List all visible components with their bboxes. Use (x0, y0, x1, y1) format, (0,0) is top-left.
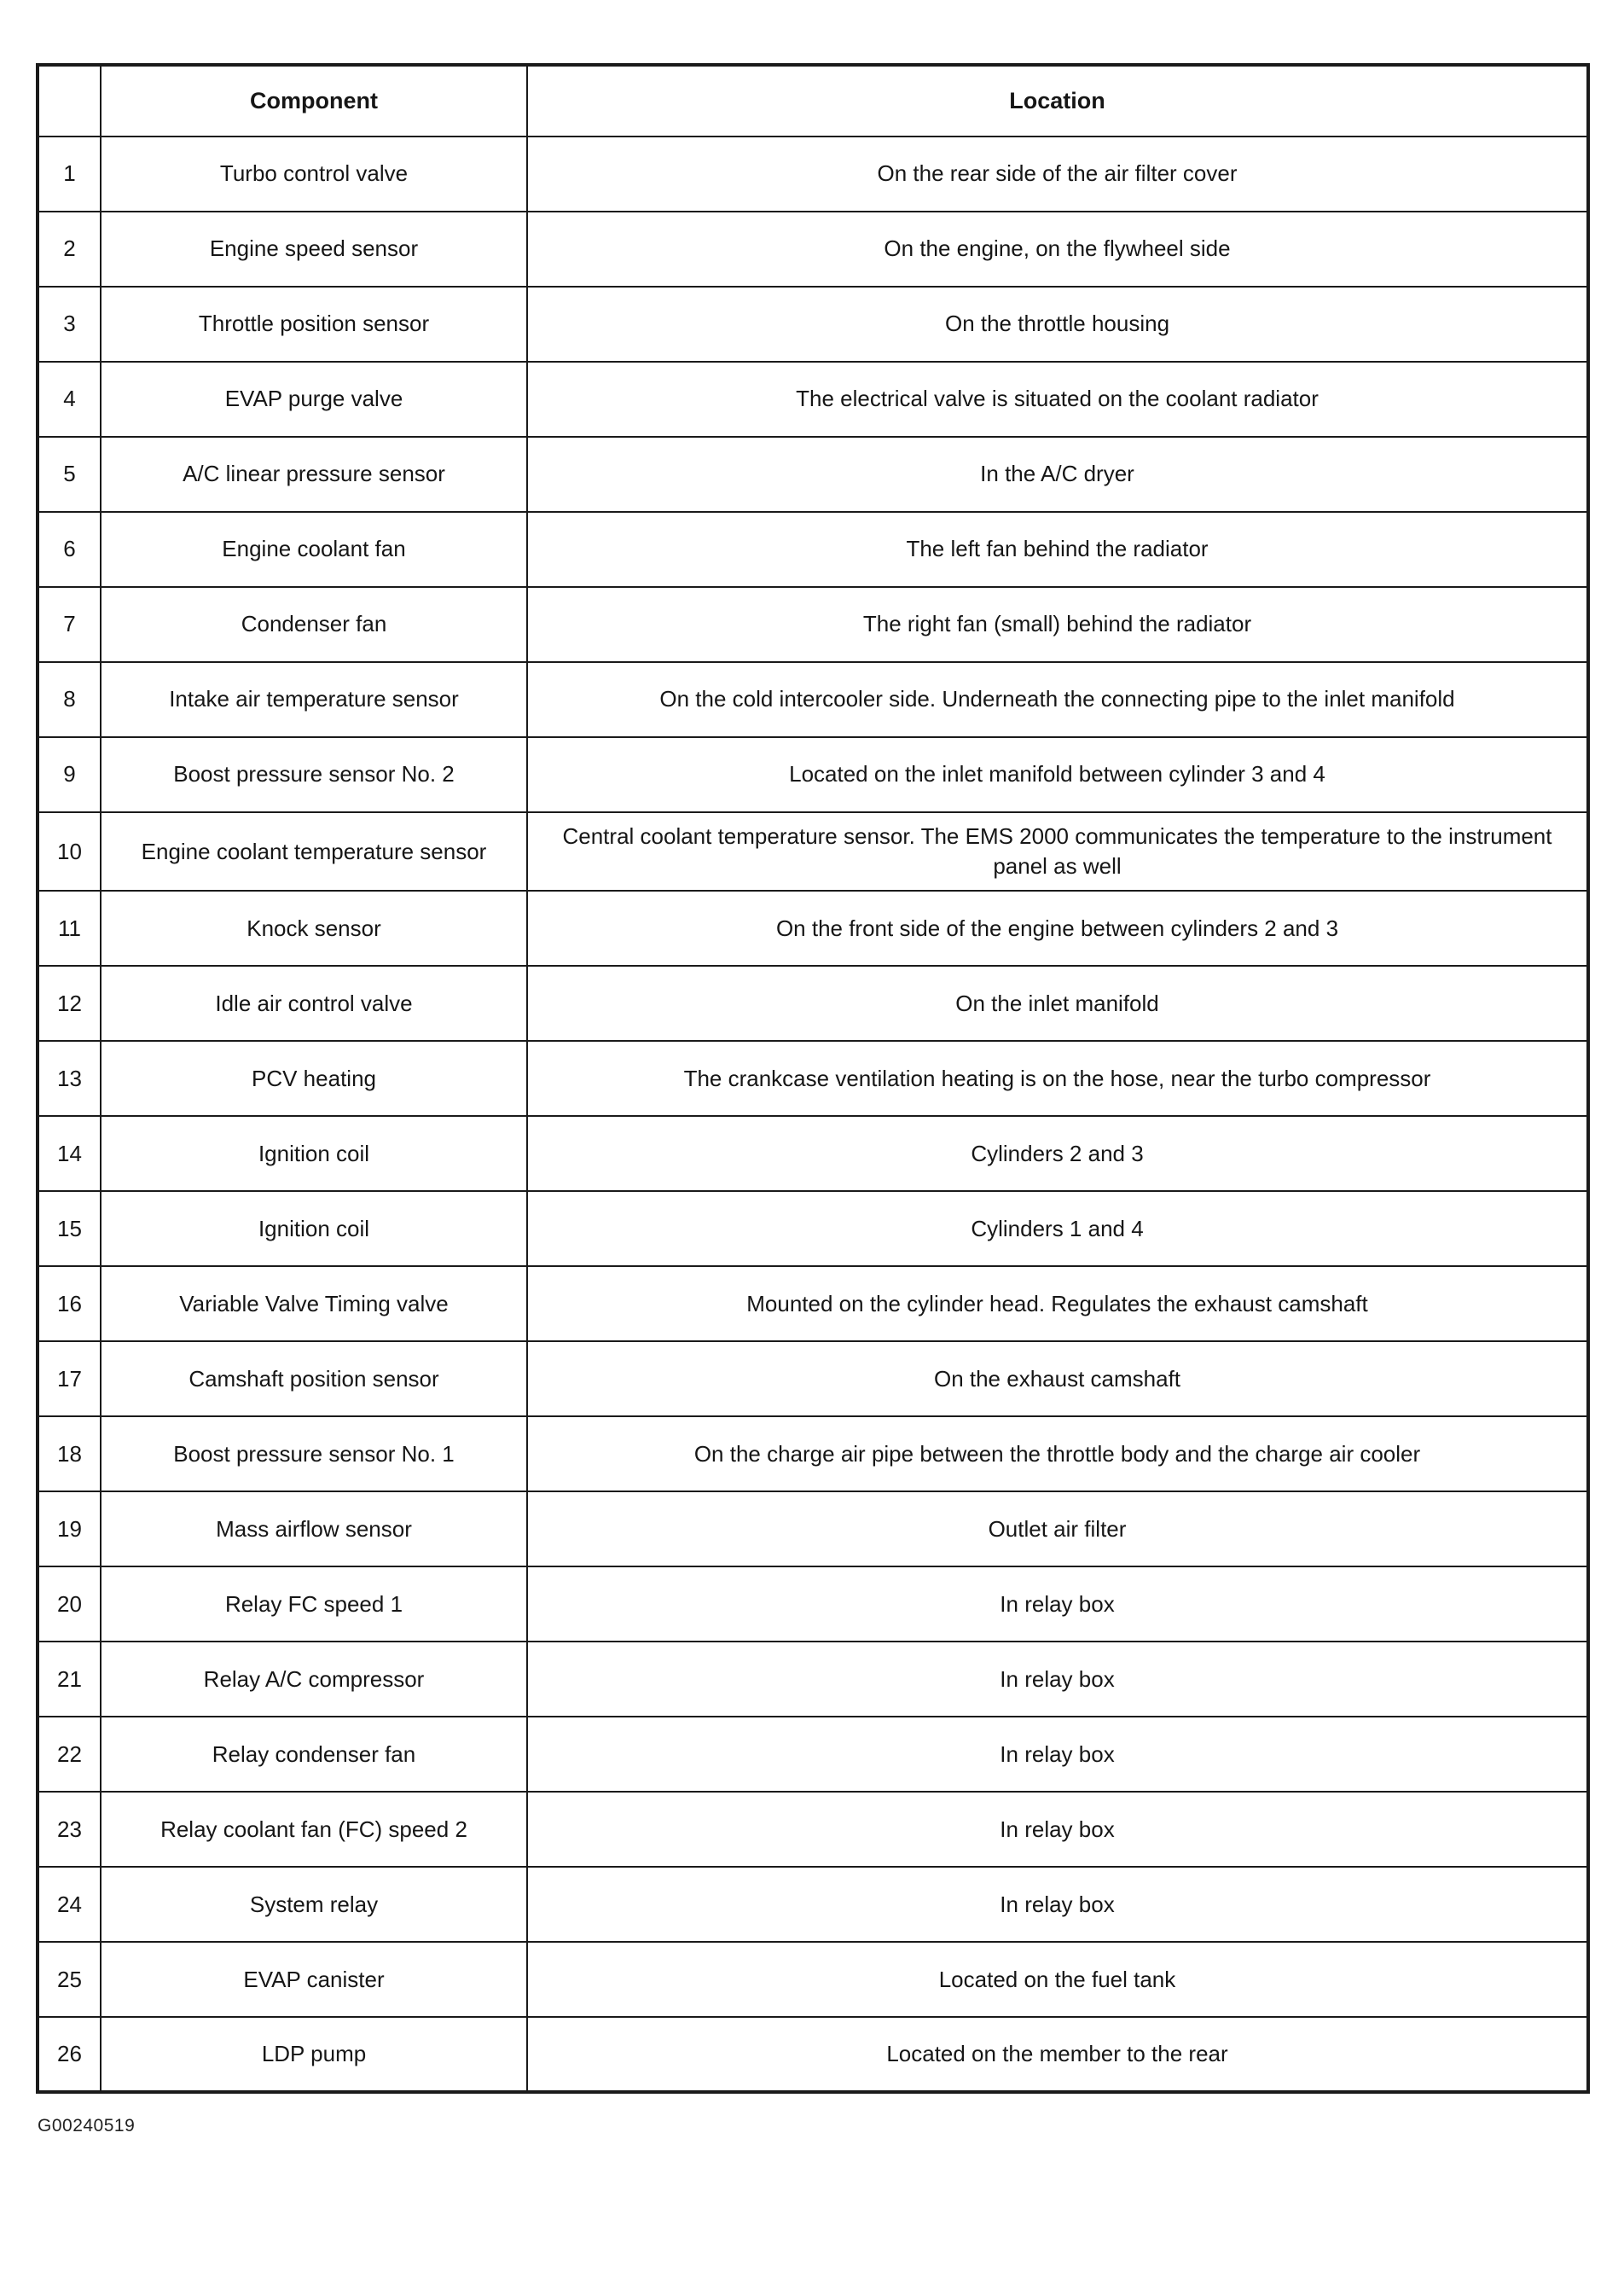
table-row (38, 1341, 1588, 1416)
figure-code: G00240519 (38, 2116, 136, 2136)
row-number-cell: 20 (38, 1566, 101, 1642)
location-cell: On the rear side of the air filter cover (527, 137, 1588, 212)
table-row (38, 287, 1588, 362)
component-cell: Boost pressure sensor No. 2 (101, 737, 527, 812)
component-cell: Mass airflow sensor (101, 1491, 527, 1566)
table-row (38, 1792, 1588, 1867)
table-row (38, 891, 1588, 966)
table-row (38, 662, 1588, 737)
table-row (38, 1642, 1588, 1717)
row-number-cell: 25 (38, 1942, 101, 2017)
table-row (38, 1942, 1588, 2017)
table-row (38, 1867, 1588, 1942)
component-cell: Knock sensor (101, 891, 527, 966)
component-cell: A/C linear pressure sensor (101, 437, 527, 512)
component-cell: EVAP canister (101, 1942, 527, 2017)
component-cell: EVAP purge valve (101, 362, 527, 437)
header-index-cell (38, 65, 101, 137)
location-cell: On the charge air pipe between the throttle body and the charge air cooler (527, 1416, 1588, 1491)
location-cell: In relay box (527, 1717, 1588, 1792)
row-number-cell: 2 (38, 212, 101, 287)
location-cell: Located on the fuel tank (527, 1942, 1588, 2017)
location-cell: On the engine, on the flywheel side (527, 212, 1588, 287)
header-location-cell: Location (527, 65, 1588, 137)
table-header-row (38, 65, 1588, 137)
row-number-cell: 17 (38, 1341, 101, 1416)
row-number-cell: 15 (38, 1191, 101, 1266)
component-cell: Camshaft position sensor (101, 1341, 527, 1416)
table-row (38, 212, 1588, 287)
location-cell: On the exhaust camshaft (527, 1341, 1588, 1416)
row-number-cell: 22 (38, 1717, 101, 1792)
component-cell: PCV heating (101, 1041, 527, 1116)
row-number-cell: 3 (38, 287, 101, 362)
table-row (38, 1191, 1588, 1266)
row-number-cell: 4 (38, 362, 101, 437)
table-row (38, 362, 1588, 437)
location-cell: In relay box (527, 1642, 1588, 1717)
location-cell: Located on the inlet manifold between cylinder 3 and 4 (527, 737, 1588, 812)
row-number-cell: 6 (38, 512, 101, 587)
row-number-cell: 24 (38, 1867, 101, 1942)
row-number-cell: 10 (38, 812, 101, 891)
component-cell: LDP pump (101, 2017, 527, 2092)
component-cell: Variable Valve Timing valve (101, 1266, 527, 1341)
component-cell: Engine speed sensor (101, 212, 527, 287)
table-row (38, 1266, 1588, 1341)
location-cell: The crankcase ventilation heating is on the hose, near the turbo compressor (527, 1041, 1588, 1116)
table-row (38, 2017, 1588, 2092)
component-cell: Relay FC speed 1 (101, 1566, 527, 1642)
table-row (38, 1041, 1588, 1116)
row-number-cell: 9 (38, 737, 101, 812)
row-number-cell: 13 (38, 1041, 101, 1116)
row-number-cell: 8 (38, 662, 101, 737)
location-cell: In relay box (527, 1566, 1588, 1642)
component-cell: Throttle position sensor (101, 287, 527, 362)
row-number-cell: 7 (38, 587, 101, 662)
component-cell: Intake air temperature sensor (101, 662, 527, 737)
table-row (38, 737, 1588, 812)
header-component-cell: Component (101, 65, 527, 137)
component-cell: Ignition coil (101, 1116, 527, 1191)
location-cell: On the cold intercooler side. Underneath the connecting pipe to the inlet manifold (527, 662, 1588, 737)
component-cell: Engine coolant fan (101, 512, 527, 587)
location-cell: Cylinders 2 and 3 (527, 1116, 1588, 1191)
location-cell: Outlet air filter (527, 1491, 1588, 1566)
row-number-cell: 18 (38, 1416, 101, 1491)
component-cell: System relay (101, 1867, 527, 1942)
row-number-cell: 26 (38, 2017, 101, 2092)
table-row (38, 587, 1588, 662)
table-row (38, 437, 1588, 512)
row-number-cell: 11 (38, 891, 101, 966)
location-cell: On the inlet manifold (527, 966, 1588, 1041)
component-cell: Ignition coil (101, 1191, 527, 1266)
table-row (38, 1717, 1588, 1792)
location-cell: Central coolant temperature sensor. The EMS 2000 communicates the temperature to the instrument panel as well (527, 812, 1588, 891)
location-cell: Mounted on the cylinder head. Regulates the exhaust camshaft (527, 1266, 1588, 1341)
location-cell: On the front side of the engine between cylinders 2 and 3 (527, 891, 1588, 966)
table-row (38, 137, 1588, 212)
row-number-cell: 16 (38, 1266, 101, 1341)
component-cell: Relay A/C compressor (101, 1642, 527, 1717)
location-cell: On the throttle housing (527, 287, 1588, 362)
table-row (38, 1566, 1588, 1642)
location-cell: Cylinders 1 and 4 (527, 1191, 1588, 1266)
row-number-cell: 12 (38, 966, 101, 1041)
location-cell: In the A/C dryer (527, 437, 1588, 512)
location-cell: Located on the member to the rear (527, 2017, 1588, 2092)
table-row (38, 1491, 1588, 1566)
table-row (38, 966, 1588, 1041)
component-cell: Boost pressure sensor No. 1 (101, 1416, 527, 1491)
component-cell: Condenser fan (101, 587, 527, 662)
row-number-cell: 1 (38, 137, 101, 212)
location-cell: The left fan behind the radiator (527, 512, 1588, 587)
location-cell: In relay box (527, 1867, 1588, 1942)
component-cell: Engine coolant temperature sensor (101, 812, 527, 891)
component-cell: Idle air control valve (101, 966, 527, 1041)
table-body (38, 137, 1588, 2092)
row-number-cell: 5 (38, 437, 101, 512)
table-row (38, 1416, 1588, 1491)
component-cell: Relay condenser fan (101, 1717, 527, 1792)
component-location-table (36, 63, 1590, 2094)
row-number-cell: 19 (38, 1491, 101, 1566)
component-cell: Turbo control valve (101, 137, 527, 212)
component-cell: Relay coolant fan (FC) speed 2 (101, 1792, 527, 1867)
table-row (38, 1116, 1588, 1191)
row-number-cell: 14 (38, 1116, 101, 1191)
location-cell: The right fan (small) behind the radiator (527, 587, 1588, 662)
location-cell: In relay box (527, 1792, 1588, 1867)
table-row (38, 812, 1588, 891)
table-row (38, 512, 1588, 587)
location-cell: The electrical valve is situated on the coolant radiator (527, 362, 1588, 437)
row-number-cell: 21 (38, 1642, 101, 1717)
row-number-cell: 23 (38, 1792, 101, 1867)
